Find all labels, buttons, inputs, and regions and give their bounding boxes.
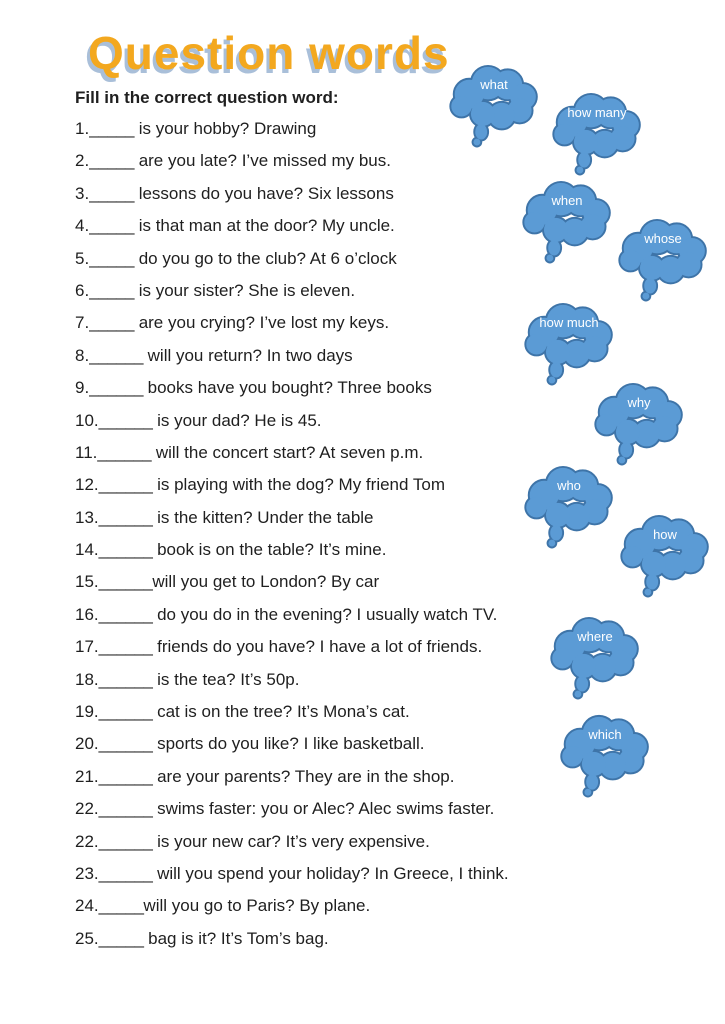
cloud-word-label: where: [577, 628, 613, 644]
exercise-item: [75, 761, 555, 793]
item-text: is your sister? She is eleven.: [133, 280, 356, 300]
answer-blank[interactable]: ______: [98, 410, 153, 430]
question-word-cloud: [618, 510, 712, 599]
answer-blank[interactable]: ______: [98, 669, 153, 689]
cloud-word-label: how: [653, 526, 677, 542]
answer-blank[interactable]: ______: [98, 799, 153, 819]
item-number: 16.: [75, 604, 99, 624]
item-text: is the tea? It’s 50p.: [152, 669, 300, 689]
item-text: are you crying? I’ve lost my keys.: [133, 313, 390, 333]
item-text: is your dad? He is 45.: [152, 410, 322, 430]
item-number: 9.: [75, 378, 90, 398]
item-number: 17.: [75, 637, 99, 657]
item-text: friends do you have? I have a lot of friends.: [152, 637, 483, 657]
answer-blank[interactable]: ______: [98, 702, 153, 722]
answer-blank[interactable]: ______: [89, 345, 143, 365]
exercise-item: [75, 599, 555, 631]
answer-blank[interactable]: _____: [89, 313, 134, 333]
item-number: 20.: [75, 734, 99, 754]
answer-blank[interactable]: _____: [89, 183, 134, 203]
question-word-cloud: [522, 461, 616, 550]
answer-blank[interactable]: ______: [98, 475, 153, 495]
answer-blank[interactable]: ______: [98, 766, 153, 786]
item-number: 2.: [75, 151, 90, 171]
answer-blank[interactable]: ______: [98, 540, 153, 560]
item-text: book is on the table? It’s mine.: [152, 540, 387, 560]
item-number: 7.: [75, 313, 90, 333]
cloud-word-label: who: [557, 477, 581, 493]
exercise-item: [75, 728, 555, 760]
exercise-item: [75, 696, 555, 728]
answer-blank[interactable]: _____: [98, 928, 144, 948]
question-word-cloud: [520, 176, 614, 265]
item-number: 18.: [75, 669, 99, 689]
cloud-word-label: how many: [567, 104, 627, 120]
item-text: do you go to the club? At 6 o’clock: [133, 248, 397, 268]
answer-blank[interactable]: ______: [98, 831, 153, 851]
cloud-word-label: whose: [644, 230, 682, 246]
cloud-word-label: what: [480, 76, 508, 92]
item-text: is your new car? It’s very expensive.: [152, 831, 430, 851]
item-text: swims faster: you or Alec? Alec swims faster.: [152, 799, 495, 819]
item-number: 3.: [75, 183, 90, 203]
question-word-cloud: [616, 214, 710, 303]
exercise-item: [75, 793, 555, 825]
item-text: will the concert start? At seven p.m.: [151, 442, 424, 462]
answer-blank[interactable]: ______: [98, 604, 153, 624]
item-number: 4.: [75, 216, 90, 236]
answer-blank[interactable]: _____: [89, 151, 134, 171]
question-word-cloud: [550, 88, 644, 177]
item-number: 23.: [75, 863, 99, 883]
item-number: 15.: [75, 572, 99, 592]
question-word-cloud: [556, 710, 654, 799]
item-number: 10.: [75, 410, 99, 430]
item-text: is that man at the door? My uncle.: [133, 216, 395, 236]
cloud-word-label: which: [588, 726, 622, 742]
item-number: 12.: [75, 475, 99, 495]
answer-blank[interactable]: ______: [89, 378, 143, 398]
exercise-item: [75, 566, 555, 598]
item-text: bag is it? It’s Tom’s bag.: [143, 928, 329, 948]
answer-blank[interactable]: ______: [98, 863, 153, 883]
exercise-item: [75, 405, 555, 437]
item-text: sports do you like? I like basketball.: [152, 734, 425, 754]
item-number: 14.: [75, 540, 99, 560]
item-text: lessons do you have? Six lessons: [133, 183, 394, 203]
exercise-item: [75, 145, 555, 177]
exercise-item: [75, 890, 555, 922]
answer-blank[interactable]: ______: [98, 637, 153, 657]
item-number: 8.: [75, 345, 90, 365]
item-number: 13.: [75, 507, 99, 527]
answer-blank[interactable]: ______: [98, 734, 153, 754]
item-number: 24.: [75, 896, 99, 916]
item-number: 21.: [75, 766, 99, 786]
cloud-word-label: when: [551, 192, 583, 208]
answer-blank[interactable]: _____: [89, 280, 134, 300]
answer-blank[interactable]: ______: [97, 442, 152, 462]
question-word-cloud: [592, 378, 686, 467]
exercise-item: [75, 275, 555, 307]
question-word-cloud: [447, 60, 541, 149]
item-number: 25.: [75, 928, 99, 948]
item-number: 11.: [75, 442, 98, 462]
exercise-item: [75, 307, 555, 339]
item-number: 22.: [75, 831, 99, 851]
item-text: will you return? In two days: [142, 345, 353, 365]
cloud-word-label: why: [627, 394, 651, 410]
item-number: 22.: [75, 799, 99, 819]
item-number: 1.: [75, 119, 90, 138]
item-text: will you spend your holiday? In Greece, I think.: [152, 863, 509, 883]
item-text: is the kitten? Under the table: [152, 507, 374, 527]
exercise-item: [75, 858, 555, 890]
exercise-item: [75, 178, 555, 210]
exercise-item: [75, 923, 555, 955]
item-text: cat is on the tree? It’s Mona’s cat.: [152, 702, 410, 722]
exercise-item: [75, 437, 555, 469]
answer-blank[interactable]: _____: [98, 896, 144, 916]
item-text: are your parents? They are in the shop.: [152, 766, 455, 786]
item-number: 6.: [75, 280, 90, 300]
exercise-item: [75, 469, 555, 501]
exercise-item: [75, 826, 555, 858]
item-text: do you do in the evening? I usually watch TV.: [152, 604, 498, 624]
item-text: is your hobby? Drawing: [133, 119, 317, 138]
instruction-text: Fill in the correct question word:: [75, 88, 339, 107]
exercise-item: [75, 210, 555, 242]
item-number: 5.: [75, 248, 90, 268]
answer-blank[interactable]: _____: [89, 248, 134, 268]
item-text: is playing with the dog? My friend Tom: [152, 475, 445, 495]
answer-blank[interactable]: _____: [89, 119, 134, 138]
answer-blank[interactable]: ______: [98, 572, 153, 592]
item-text: books have you bought? Three books: [142, 378, 432, 398]
answer-blank[interactable]: ______: [98, 507, 153, 527]
exercise-item: [75, 243, 555, 275]
cloud-word-label: how much: [539, 314, 599, 330]
item-text: will you go to Paris? By plane.: [143, 896, 371, 916]
question-word-cloud: [548, 612, 642, 701]
exercise-item: [75, 502, 555, 534]
exercise-item: [75, 372, 555, 404]
exercise-item: [75, 340, 555, 372]
exercise-item: [75, 534, 555, 566]
exercise-item: [75, 631, 555, 663]
exercise-item: [75, 664, 555, 696]
item-number: 19.: [75, 702, 99, 722]
question-word-cloud: [522, 298, 616, 387]
page-title: Question words: [88, 27, 450, 79]
exercise-list: [75, 113, 555, 955]
item-text: will you get to London? By car: [152, 572, 380, 592]
item-text: are you late? I’ve missed my bus.: [133, 151, 391, 171]
answer-blank[interactable]: _____: [89, 216, 134, 236]
